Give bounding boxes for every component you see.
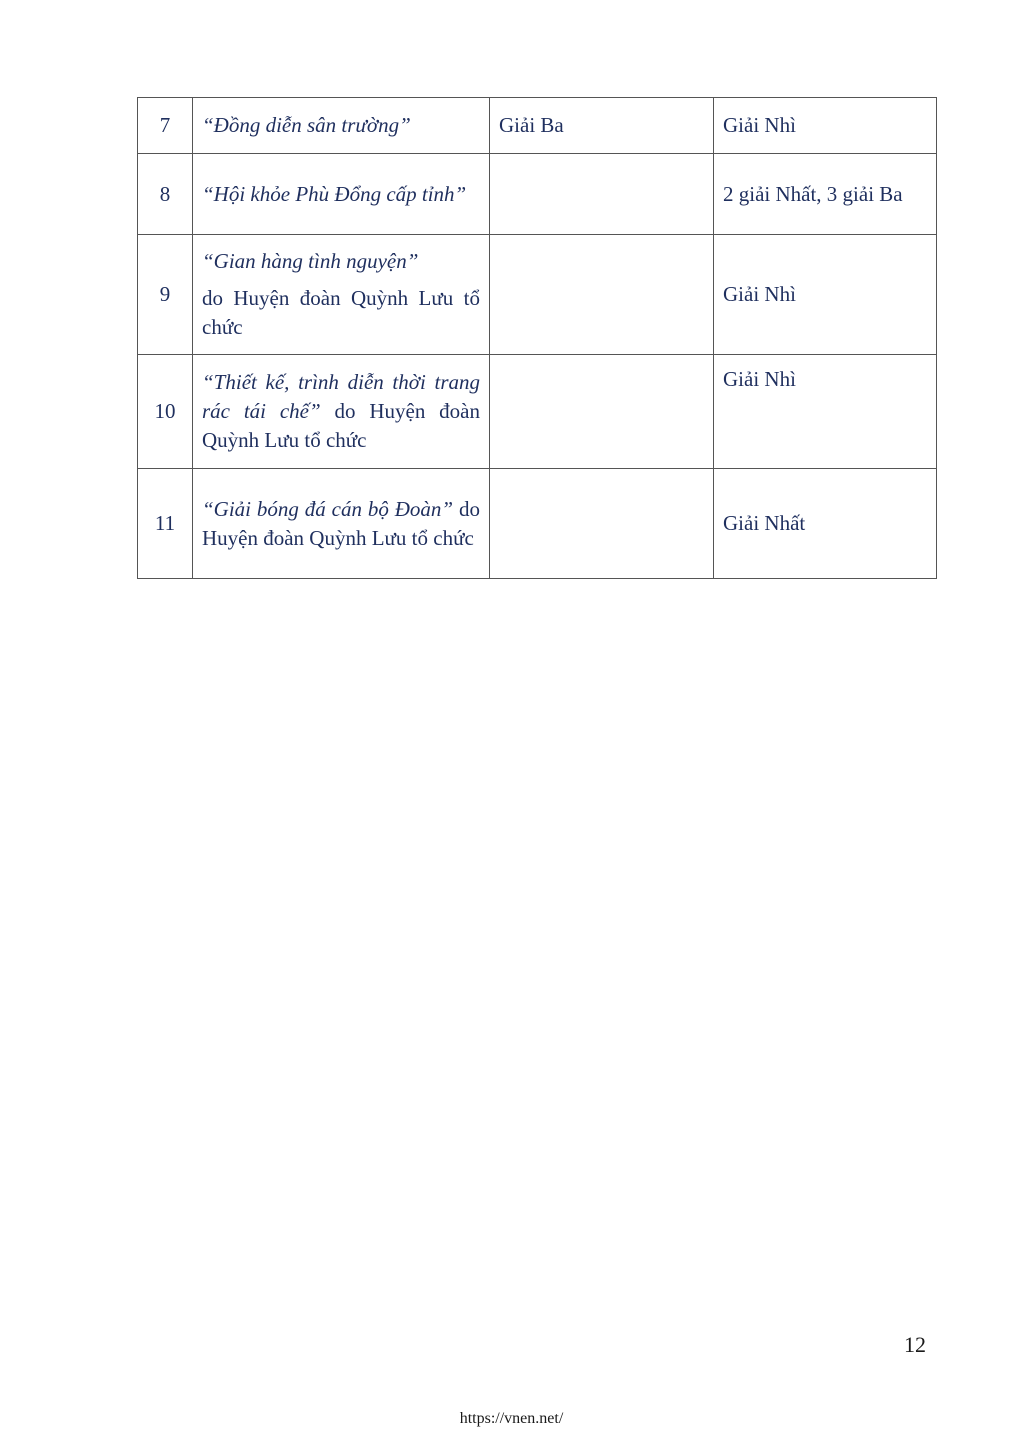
row-number: 7 <box>138 98 193 154</box>
award-cell-a <box>490 154 714 235</box>
activity-cell <box>193 154 490 235</box>
activity-title: “Hội khỏe Phù Đổng cấp tỉnh” <box>202 181 467 206</box>
award-cell-b: Giải Nhất <box>714 469 937 579</box>
row-number: 10 <box>138 355 193 469</box>
award-cell-a <box>490 355 714 469</box>
table-row <box>138 98 937 154</box>
award-cell-a <box>490 235 714 355</box>
activity-title: “Đồng diễn sân trường” <box>202 113 411 137</box>
award-cell-b: Giải Nhì <box>714 355 937 469</box>
table-row <box>138 235 937 355</box>
award-cell-a <box>490 469 714 579</box>
row-number: 11 <box>138 469 193 579</box>
activity-organizer: do Huyện đoàn Quỳnh Lưu tổ chức <box>202 496 480 550</box>
table-row <box>138 469 937 579</box>
activity-cell <box>193 355 490 469</box>
awards-table <box>137 97 937 579</box>
row-number: 8 <box>138 154 193 235</box>
activity-organizer: do Huyện đoàn Quỳnh Lưu tổ chức <box>202 399 481 452</box>
award-cell-b: 2 giải Nhất, 3 giải Ba <box>714 154 937 235</box>
activity-cell <box>193 235 490 355</box>
activity-organizer: do Huyện đoàn Quỳnh Lưu tổ chức <box>202 286 480 339</box>
award-cell-b: Giải Nhì <box>714 235 937 355</box>
activity-title: “Gian hàng tình nguyện” <box>202 249 419 273</box>
award-cell-b: Giải Nhì <box>714 98 937 154</box>
row-number: 9 <box>138 235 193 355</box>
activity-title: “Giải bóng đá cán bộ Đoàn” <box>202 496 454 521</box>
activity-cell <box>193 98 490 154</box>
activity-cell <box>193 469 490 579</box>
award-cell-a: Giải Ba <box>490 98 714 154</box>
table-row <box>138 154 937 235</box>
page-number: 12 <box>904 1332 926 1357</box>
footer-url[interactable]: https://vnen.net/ <box>459 1410 564 1427</box>
table-row <box>138 355 937 469</box>
activity-title: “Thiết kế, trình diễn thời trang rác tái chế” <box>202 370 480 423</box>
